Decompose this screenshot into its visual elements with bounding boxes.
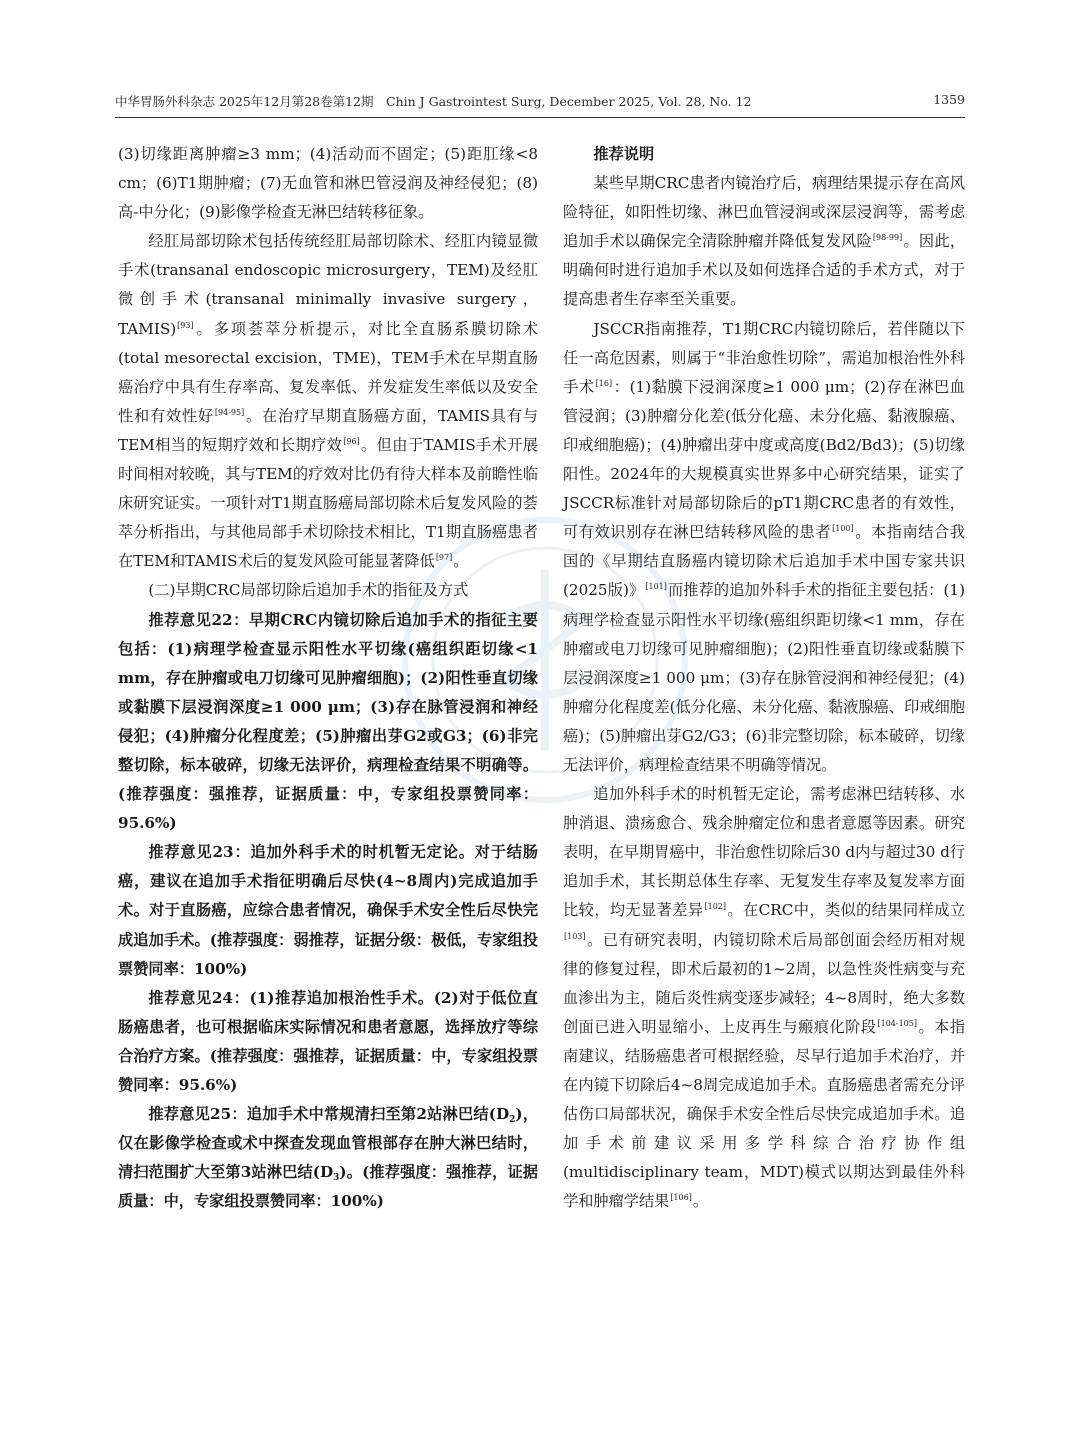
section-heading: (二)早期CRC局部切除后追加手术的指征及方式 — [148, 581, 469, 600]
recommendation-25 — [118, 1100, 538, 1216]
paragraph-high-risk — [563, 169, 965, 314]
citation: [106] — [670, 1193, 692, 1203]
text: 而推荐的追加外科手术的指征主要包括：(1)病理学检查显示阳性水平切缘(癌组织距切缘<1 mm，存在肿瘤或电刀切缘可见肿瘤细胞)；(2)阳性垂直切缘或黏膜下层浸润深度≥1 000 μm；(3)存在脉管浸润和神经侵犯；(4)肿瘤分化程度差(低分化癌、未分化癌、黏液腺癌、印戒细胞癌)；(5)肿瘤出芽G2/G3；(6)非完整切除，标本破碎，切缘无法评价，病理检查结果不明确等情况。 — [563, 581, 965, 774]
criteria-continuation: (3)切缘距离肿瘤≥3 mm；(4)活动而不固定；(5)距肛缘<8 cm；(6)T1期肿瘤；(7)无血管和淋巴管浸润及神经侵犯；(8)高-中分化；(9)影像学检查无淋巴结转移征象。 — [118, 145, 538, 222]
explanation-heading: 推荐说明 — [593, 145, 655, 163]
text: 。本指南结合我国的《早期结直肠癌内镜切除术后追加手术中国专家共识(2025版)》 — [563, 523, 966, 600]
paragraph-local-excision — [118, 227, 538, 576]
text: ：(1)黏膜下浸润深度≥1 000 μm；(2)存在淋巴血管浸润；(3)肿瘤分化差(低分化癌、未分化癌、黏液腺癌、印戒细胞癌)；(4)肿瘤出芽中度或高度(Bd2/Bd3)；(5)切缘阳性。2024年的大规模真实世界多中心研究结果，证实了JSCCR标准针对局部切除后的pT1期CRC患者的有效性，可有效识别存在淋巴结转移风险的患者 — [563, 377, 965, 542]
text: 经肛局部切除术包括传统经肛局部切除术、经肛内镜显微手术(transanal endoscopic microsurgery，TEM)及经肛微创手术(transanal minimally invasive surgery，TAMIS) — [118, 232, 538, 338]
text: 。已有研究表明，内镜切除术后局部创面会经历相对规律的修复过程，即术后最初的1~2周，以急性炎性病变与充血渗出为主，随后炎性病变逐步减轻；4~8周时，绝大多数创面已进入明显缩小、上皮再生与瘢痕化阶段 — [563, 930, 965, 1036]
citation: [98-99] — [872, 233, 903, 243]
text: 。多项荟萃分析提示，对比全直肠系膜切除术(total mesorectal excision，TME)，TEM手术在早期直肠癌治疗中具有生存率高、复发率低、并发症发生率低以及安全性和有效性好 — [118, 319, 538, 425]
citation: [93] — [177, 320, 194, 330]
text: 某些早期CRC患者内镜治疗后，病理结果提示存在高风险特征，如阳性切缘、淋巴血管浸润或深层浸润等，需考虑追加手术以确保完全清除肿瘤并降低复发风险 — [563, 174, 965, 251]
text: 。在治疗早期直肠癌方面，TAMIS具有与TEM相当的短期疗效和长期疗效 — [118, 406, 538, 454]
text: 追加外科手术的时机暂无定论，需考虑淋巴结转移、水肿消退、溃疡愈合、残余肿瘤定位和患者意愿等因素。研究表明，在早期胃癌中，非治愈性切除后30 d内与超过30 d行追加手术，其长期总体生存率、无复发生存率及复发率方面比较，均无显著差异 — [563, 785, 965, 920]
citation: [96] — [343, 436, 360, 446]
text: 。但由于TAMIS手术开展时间相对较晚，其与TEM的疗效对比仍有待大样本及前瞻性临床研究证实。一项针对T1期直肠癌局部切除术后复发风险的荟萃分析指出，与其他局部手术切除技术相比，T1期直肠癌患者在TEM和TAMIS术后的复发风险可能显著降低 — [118, 435, 538, 571]
paragraph-jsccr — [563, 315, 965, 781]
citation: [104-105] — [877, 1018, 917, 1028]
text: JSCCR指南推荐，T1期CRC内镜切除后，若伴随以下任一高危因素，则属于“非治愈性切除”，需追加根治性外科手术 — [563, 319, 965, 396]
citation: [94-95] — [214, 407, 245, 417]
journal-citation: 中华胃肠外科杂志 2025年12月第28卷第12期 Chin J Gastrointest Surg, December 2025, Vol. 28, No. 12 — [115, 94, 752, 109]
text: )，仅在影像学检查或术中探查发现血管根部存在肿大淋巴结时，清扫范围扩大至第3站淋巴结(D — [118, 1105, 539, 1182]
running-header — [115, 92, 965, 114]
subscript: 3 — [333, 1173, 340, 1184]
text: 。本指南建议，结肠癌患者可根据经验，尽早行追加手术治疗，并在内镜下切除后4~8周完成追加手术。直肠癌患者需充分评估伤口局部状况，确保手术安全性后尽快完成追加手术。追加手术前建议采用多学科综合治疗协作组(multidisciplinary team，MDT)模式以期达到最佳外科学和肿瘤学结果 — [563, 1017, 966, 1211]
recommendation-24: 推荐意见24：(1)推荐追加根治性手术。(2)对于低位直肠癌患者，也可根据临床实际情况和患者意愿，选择放疗等综合治疗方案。(推荐强度：强推荐，证据质量：中，专家组投票赞同率：95.6%) — [118, 988, 538, 1094]
subscript: 2 — [509, 1115, 516, 1126]
text: 。 — [692, 1192, 709, 1211]
citation: [97] — [435, 553, 453, 563]
text: 。 — [453, 552, 469, 571]
page-number: 1359 — [933, 92, 965, 107]
citation: [101] — [645, 582, 667, 592]
text: 。因此，明确何时进行追加手术以及如何选择合适的手术方式，对于提高患者生存率至关重要。 — [563, 232, 965, 309]
right-column — [563, 140, 965, 1216]
citation: [102] — [704, 902, 726, 912]
recommendation-23: 推荐意见23：追加外科手术的时机暂无定论。对于结肠癌，建议在追加手术指征明确后尽快(4~8周内)完成追加手术。对于直肠癌，应综合患者情况，确保手术安全性后尽快完成追加手术。(推荐强度：弱推荐，证据分级：极低，专家组投票赞同率：100%) — [118, 843, 538, 978]
text: )。(推荐强度：强推荐，证据质量：中，专家组投票赞同率：100%) — [118, 1163, 538, 1211]
recommendation-22: 推荐意见22：早期CRC内镜切除后追加手术的指征主要包括：(1)病理学检查显示阳性水平切缘(癌组织距切缘<1 mm，存在肿瘤或电刀切缘可见肿瘤细胞)；(2)阳性垂直切缘或黏膜下层浸润深度≥1 000 μm；(3)存在脉管浸润和神经侵犯；(4)肿瘤分化程度差；(5)肿瘤出芽G2或G3；(6)非完整切除，标本破碎，切缘无法评价，病理检查结果不明确等。(推荐强度：强推荐，证据质量：中，专家组投票赞同率：95.6%) — [118, 610, 538, 833]
text: 。在CRC中，类似的结果同样成立 — [727, 901, 966, 920]
citation: [100] — [832, 524, 854, 534]
header-rule — [115, 117, 965, 118]
text: 推荐意见25：追加手术中常规清扫至第2站淋巴结(D — [148, 1105, 510, 1124]
citation: [103] — [564, 931, 586, 941]
left-column — [118, 140, 538, 1216]
citation: [16] — [595, 378, 613, 388]
paragraph-timing — [563, 780, 965, 1216]
